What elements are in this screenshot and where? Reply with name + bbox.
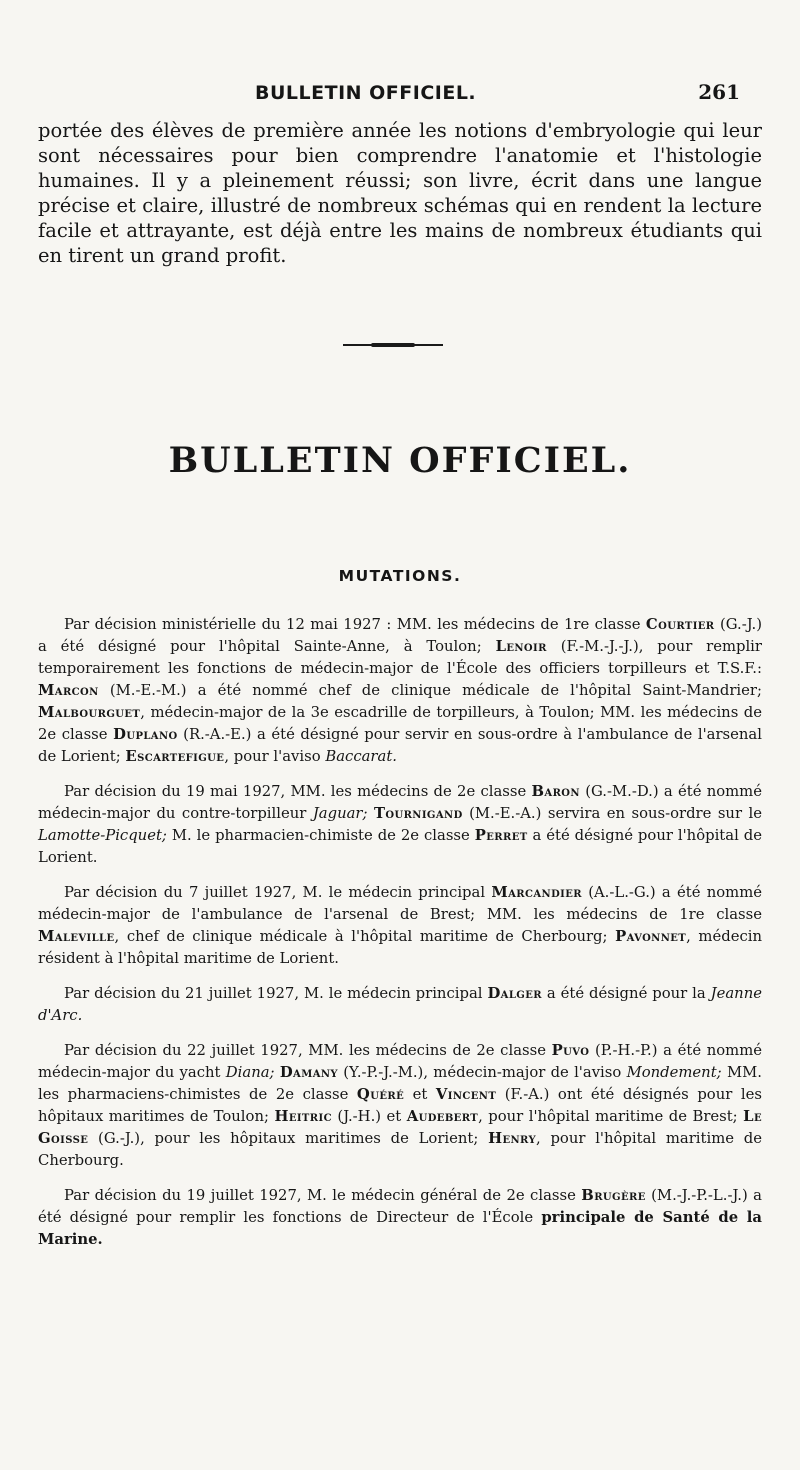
text-run: (R.-A.-E.) a été désigné pour servir en sous-ordre à l'ambulance de l'arsenal de Lorient; xyxy=(38,726,762,765)
text-run: (M.-E.-M.) a été nommé chef de clinique médicale de l'hôpital Saint-Mandrier; xyxy=(109,682,762,699)
paragraph-22-juillet xyxy=(38,1040,762,1172)
section-title: MUTATIONS. xyxy=(338,567,462,585)
paragraph-12-mai xyxy=(38,614,762,768)
text-run: , médecin résident à l'hôpital maritime de Lorient. xyxy=(38,928,762,967)
text-run: a été désigné pour l'hôpital de Lorient. xyxy=(38,827,762,866)
text-run: , pour l'aviso xyxy=(224,748,321,765)
person-name: Tournigand xyxy=(373,805,463,822)
person-name: Maleville xyxy=(38,928,115,945)
person-name: Courtier xyxy=(645,616,715,633)
ship-name: Diana; xyxy=(225,1064,275,1081)
person-name: Duplano xyxy=(113,726,178,743)
text-run: (M.-E.-A.) servira en sous-ordre sur le xyxy=(469,805,762,822)
text-run: , pour l'hôpital maritime de Brest; xyxy=(478,1108,738,1125)
person-name: Dalger xyxy=(487,985,542,1002)
text-run: principale de Santé de la Marine. xyxy=(38,1209,762,1248)
paragraph-21-juillet xyxy=(38,983,762,1027)
person-name: Heitric xyxy=(274,1108,332,1125)
person-name: Brugère xyxy=(581,1187,646,1204)
person-name: Puvo xyxy=(551,1042,590,1059)
text-run: , chef de clinique médicale à l'hôpital maritime de Cherbourg; xyxy=(114,928,608,945)
person-name: Malbourguet xyxy=(38,704,141,721)
ship-name: Lamotte-Picquet; xyxy=(38,827,167,844)
text-run: Par décision du 22 juillet 1927, MM. les médecins de 2e classe xyxy=(64,1042,546,1059)
person-name: Damany xyxy=(279,1064,338,1081)
text-run: (F.-M.-J.-J.), pour remplir temporairement les fonctions de médecin-major de l'École des officiers torpilleurs et T.S.F.: xyxy=(38,638,762,677)
text-run: et xyxy=(412,1086,428,1103)
text-run: (P.-H.-P.) a été nommé médecin-major du yacht xyxy=(38,1042,762,1081)
main-title: BULLETIN OFFICIEL. xyxy=(168,440,632,481)
person-name: Baron xyxy=(531,783,580,800)
person-name: Marcon xyxy=(38,682,99,699)
text-run: (G.-J.), pour les hôpitaux maritimes de Lorient; xyxy=(98,1130,479,1147)
person-name: Henry xyxy=(488,1130,536,1147)
text-run: Par décision du 21 juillet 1927, M. le médecin principal xyxy=(64,985,483,1002)
mutations-body xyxy=(38,614,762,1264)
ship-name: Mondement; xyxy=(626,1064,722,1081)
text-run: (J.-H.) et xyxy=(337,1108,402,1125)
text-run: (F.-A.) ont été désignés pour les hôpitaux maritimes de Toulon; xyxy=(38,1086,762,1125)
text-run: (A.-L.-G.) a été nommé médecin-major de l'ambulance de l'arsenal de Brest; MM. les médecins de 1re classe xyxy=(38,884,762,923)
paragraph-7-juillet xyxy=(38,882,762,970)
person-name: Le Goisse xyxy=(38,1108,762,1147)
ship-name: Jeanne d'Arc. xyxy=(38,985,762,1024)
text-run: (Y.-P.-J.-M.), médecin-major de l'aviso xyxy=(343,1064,622,1081)
text-run: (G.-J.) a été désigné pour l'hôpital Sainte-Anne, à Toulon; xyxy=(38,616,762,655)
person-name: Vincent xyxy=(435,1086,497,1103)
text-run: Par décision du 19 mai 1927, MM. les médecins de 2e classe xyxy=(64,783,527,800)
person-name: Audebert xyxy=(406,1108,479,1125)
person-name: Quéré xyxy=(356,1086,405,1103)
text-run: MM. les pharmaciens-chimistes de 2e classe xyxy=(38,1064,762,1103)
page-number: 261 xyxy=(698,80,740,104)
running-head: BULLETIN OFFICIEL. xyxy=(255,82,477,104)
text-run: (M.-J.-P.-L.-J.) a été désigné pour remplir les fonctions de Directeur de l'École xyxy=(38,1187,762,1226)
person-name: Pavonnet xyxy=(615,928,687,945)
person-name: Escartefigue xyxy=(125,748,225,765)
paragraph-19-juillet xyxy=(38,1185,762,1251)
section-separator xyxy=(343,344,443,346)
text-run: Par décision du 7 juillet 1927, M. le médecin principal xyxy=(64,884,486,901)
text-run: , médecin-major de la 3e escadrille de torpilleurs, à Toulon; MM. les médecins de 2e classe xyxy=(38,704,762,743)
paragraph-19-mai xyxy=(38,781,762,869)
ship-name: Jaguar; xyxy=(312,805,368,822)
person-name: Perret xyxy=(474,827,528,844)
intro-paragraph: portée des élèves de première année les notions d'embryologie qui leur sont nécessaires pour bien comprendre l'anatomie et l'histologie humaines. Il y a pleinement réussi; son livre, écrit dans une langue précise et claire, illustré de nombreux schémas qui en rendent la lecture facile et attrayante, est déjà entre les mains de nombreux étudiants qui en tirent un grand profit. xyxy=(38,119,762,267)
person-name: Lenoir xyxy=(495,638,547,655)
text-run: (G.-M.-D.) a été nommé médecin-major du contre-torpilleur xyxy=(38,783,762,822)
text-run: a été désigné pour la xyxy=(546,985,706,1002)
ship-name: Baccarat. xyxy=(325,748,397,765)
text-run: , pour l'hôpital maritime de Cherbourg. xyxy=(38,1130,762,1169)
text-run: Par décision ministérielle du 12 mai 1927 : MM. les médecins de 1re classe xyxy=(64,616,641,633)
person-name: Marcandier xyxy=(491,884,582,901)
text-run: Par décision du 19 juillet 1927, M. le médecin général de 2e classe xyxy=(64,1187,576,1204)
text-run: M. le pharmacien-chimiste de 2e classe xyxy=(171,827,470,844)
